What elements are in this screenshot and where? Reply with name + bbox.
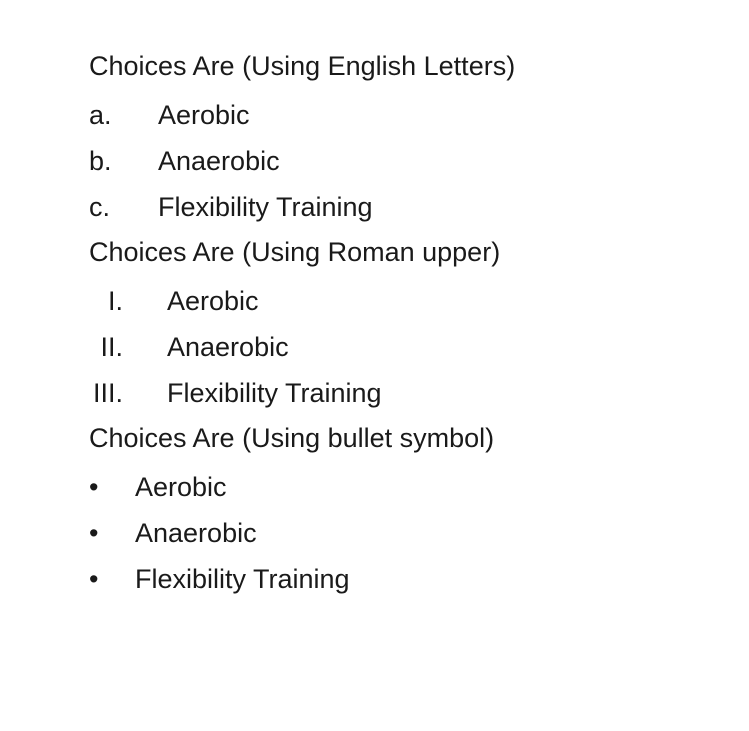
bullet-icon: • — [89, 564, 99, 594]
list-marker: II. — [100, 332, 123, 362]
list-item — [89, 278, 729, 324]
list-item-label: Flexibility Training — [135, 564, 350, 594]
bullet-icon: • — [89, 518, 99, 548]
list-item-label: Flexibility Training — [158, 192, 373, 222]
list-item — [89, 184, 729, 230]
roman-list — [89, 278, 729, 416]
list-marker: III. — [92, 378, 123, 408]
list-item-label: Aerobic — [158, 100, 250, 130]
list-item — [89, 324, 729, 370]
bullet-list — [89, 464, 729, 602]
section-heading-roman-upper: Choices Are (Using Roman upper) — [89, 237, 501, 267]
list-marker: I. — [107, 286, 123, 316]
list-marker: c. — [89, 192, 111, 222]
list-item — [89, 510, 729, 556]
bullet-icon: • — [89, 472, 99, 502]
list-item-label: Aerobic — [135, 472, 227, 502]
list-marker: a. — [89, 100, 112, 130]
list-item-label: Anaerobic — [158, 146, 280, 176]
document-body — [89, 48, 729, 602]
list-item — [89, 370, 729, 416]
list-item — [89, 464, 729, 510]
list-item-label: Aerobic — [167, 286, 259, 316]
list-item — [89, 556, 729, 602]
list-item-label: Flexibility Training — [167, 378, 382, 408]
list-item-label: Anaerobic — [167, 332, 289, 362]
list-item — [89, 138, 729, 184]
list-item — [89, 92, 729, 138]
section-heading-bullet-symbol: Choices Are (Using bullet symbol) — [89, 423, 495, 453]
section-heading-english-letters: Choices Are (Using English Letters) — [89, 51, 516, 81]
letter-list — [89, 92, 729, 230]
list-item-label: Anaerobic — [135, 518, 257, 548]
list-marker: b. — [89, 146, 112, 176]
